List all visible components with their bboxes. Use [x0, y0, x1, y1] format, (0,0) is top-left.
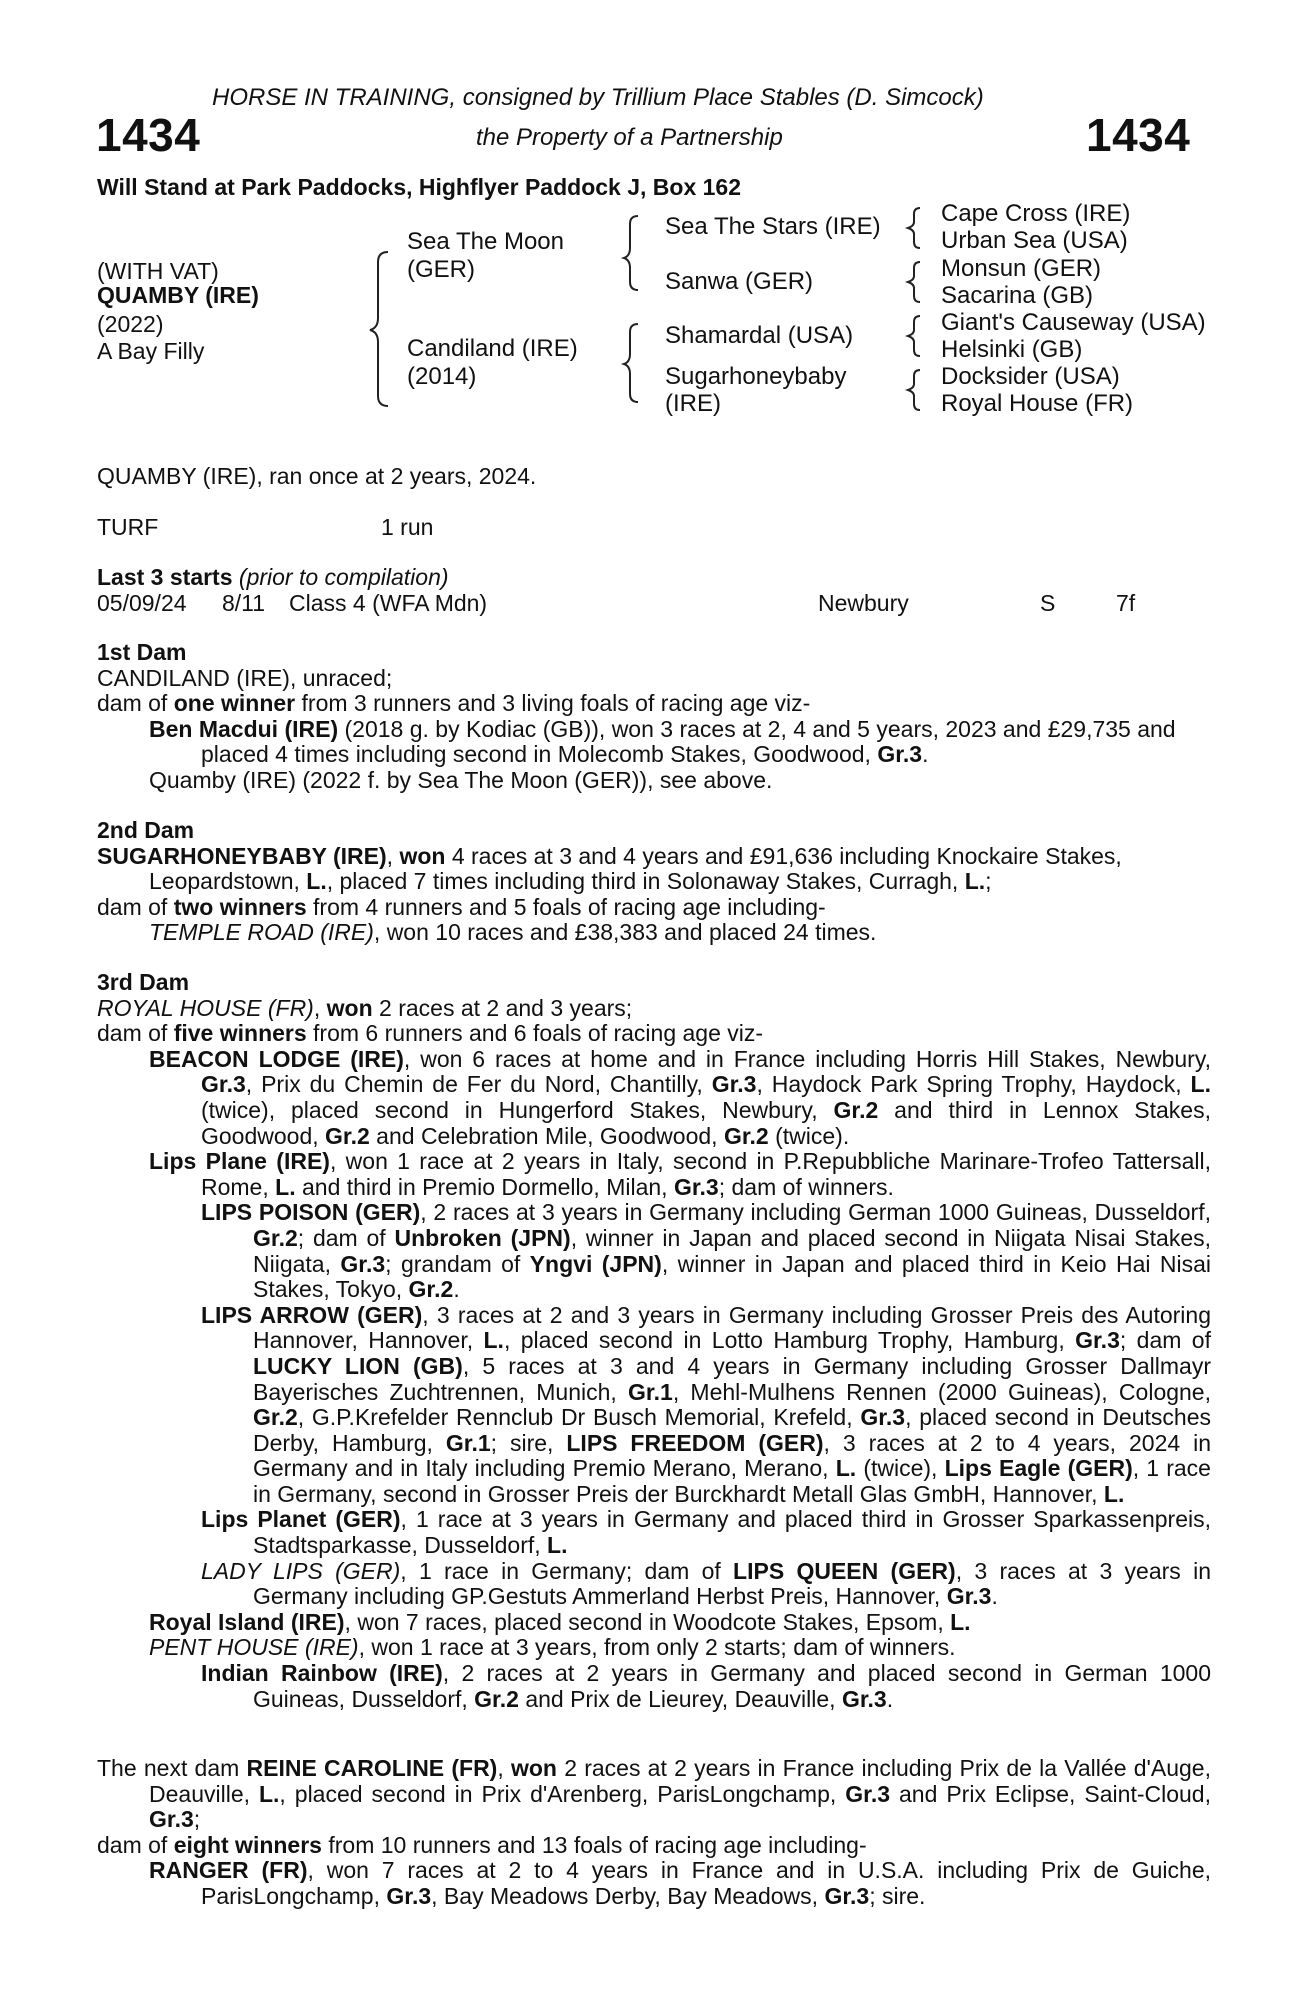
horse-year: (2022): [97, 311, 164, 337]
last-starts-title: Last 3 starts: [97, 564, 233, 590]
first-dam-section: [97, 640, 1207, 794]
pedigree-dam: Candiland (IRE): [407, 335, 578, 362]
second-dam-produce-line: dam of two winners from 4 runners and 5 foals of racing age including-: [97, 893, 826, 920]
consignor-line: HORSE IN TRAINING, consigned by Trillium Place Stables (D. Simcock): [212, 84, 984, 111]
third-dam-section: [97, 969, 1212, 1712]
turf-runs: 1 run: [381, 514, 434, 540]
pedigree-sire-sire: Sea The Stars (IRE): [665, 213, 881, 240]
horse-name: QUAMBY (IRE): [97, 282, 259, 308]
lot-number-left: 1434: [96, 109, 201, 161]
pedigree-dam-year: (2014): [407, 363, 477, 390]
pedigree-sdd: Sacarina (GB): [941, 282, 1094, 309]
start-distance: 7f: [1116, 590, 1136, 616]
produce-entry: Quamby (IRE) (2022 f. by Sea The Moon (GER)), see above.: [149, 766, 773, 793]
third-dam-heading: 3rd Dam: [97, 969, 190, 995]
first-dam-heading: 1st Dam: [97, 639, 187, 665]
start-position: 8/11: [222, 590, 266, 616]
second-dam-section: [97, 818, 1207, 946]
pedigree-sds: Monsun (GER): [941, 255, 1102, 282]
start-course: Newbury: [818, 590, 909, 616]
third-dam-produce-line: dam of five winners from 6 runners and 6 foals of racing age viz-: [97, 1020, 764, 1047]
produce-entry: BEACON LODGE (IRE), won 6 races at home and in France including Horris Hill Stakes, Newbury, Gr.3, Prix du Chemin de Fer du Nord, Chantilly, Gr.3, Haydock Park Spring Trophy, Haydock, L. (twice), placed second in Hungerford Stakes, Newbury, Gr.2 and third in Lennox Stakes, Goodwood, Gr.2 and Celebration Mile, Goodwood, Gr.2 (twice).: [149, 1045, 1212, 1149]
produce-entry: PENT HOUSE (IRE), won 1 race at 3 years, from only 2 starts; dam of winners.: [149, 1634, 956, 1661]
produce-entry: Royal Island (IRE), won 7 races, placed second in Woodcote Stakes, Epsom, L.: [149, 1608, 971, 1635]
first-dam-line: CANDILAND (IRE), unraced;: [97, 664, 393, 691]
first-dam-produce-line: dam of one winner from 3 runners and 3 living foals of racing age viz-: [97, 690, 811, 717]
pedigree-sss: Cape Cross (IRE): [941, 200, 1131, 227]
produce-entry: Indian Rainbow (IRE), 2 races at 2 years in Germany and placed second in German 1000 Guineas, Dusseldorf, Gr.2 and Prix de Lieurey, Deauville, Gr.3.: [201, 1660, 1211, 1712]
produce-entry: TEMPLE ROAD (IRE), won 10 races and £38,383 and placed 24 times.: [149, 919, 877, 946]
produce-entry: Ben Macdui (IRE) (2018 g. by Kodiac (GB)), won 3 races at 2, 4 and 5 years, 2023 and £29,735 and placed 4 times including second in Molecomb Stakes, Goodwood, Gr.3.: [149, 715, 1176, 768]
property-line: the Property of a Partnership: [476, 124, 783, 151]
next-dam-produce-line: dam of eight winners from 10 runners and 13 foals of racing age including-: [97, 1831, 867, 1858]
pedigree-dam-dam: Sugarhoneybaby: [665, 363, 847, 390]
produce-entry: LADY LIPS (GER), 1 race in Germany; dam of LIPS QUEEN (GER), 3 races at 3 years in Germany including GP.Gestuts Ammerland Herbst Preis, Hannover, Gr.3.: [201, 1557, 1211, 1610]
start-race: Class 4 (WFA Mdn): [289, 590, 488, 616]
pedigree-sire-dam: Sanwa (GER): [665, 268, 814, 295]
produce-entry: LIPS POISON (GER), 2 races at 3 years in Germany including German 1000 Guineas, Dusseldorf, Gr.2; dam of Unbroken (JPN), winner in Japan and placed second in Niigata Nisai Stakes, Niigata, Gr.3; grandam of Yngvi (JPN), winner in Japan and placed third in Keio Hai Nisai Stakes, Tokyo, Gr.2.: [201, 1199, 1212, 1303]
second-dam-heading: 2nd Dam: [97, 817, 195, 843]
lot-number-right: 1434: [1086, 109, 1191, 161]
vat-note: (WITH VAT): [97, 258, 219, 284]
pedigree-dam-dam-country: (IRE): [665, 390, 721, 417]
last-starts-note: (prior to compilation): [238, 564, 449, 590]
produce-entry: Lips Planet (GER), 1 race at 3 years in Germany and placed third in Grosser Sparkassenpreis, Stadtsparkasse, Dusseldorf, L.: [201, 1506, 1211, 1559]
pedigree-sire-country: (GER): [407, 256, 475, 283]
turf-label: TURF: [97, 514, 159, 540]
location-line: Will Stand at Park Paddocks, Highflyer Paddock J, Box 162: [97, 174, 741, 200]
pedigree-dsd: Helsinki (GB): [941, 336, 1083, 363]
produce-entry: RANGER (FR), won 7 races at 2 to 4 years in France and in U.S.A. including Prix de Guiche, ParisLongchamp, Gr.3, Bay Meadows Derby, Bay Meadows, Gr.3; sire.: [149, 1857, 1212, 1909]
last-starts-heading: [97, 564, 449, 591]
produce-entry: LIPS ARROW (GER), 3 races at 2 and 3 years in Germany including Grosser Preis des Autoring Hannover, Hannover, L., placed second in Lotto Hamburg Trophy, Hamburg, Gr.3; dam of LUCKY LION (GB), 5 races at 3 and 4 years in Germany including Grosser Dallmayr Bayerisches Zuchtrennen, Munich, Gr.1, Mehl-Mulhens Rennen (2000 Guineas), Cologne, Gr.2, G.P.Krefelder Rennclub Dr Busch Memorial, Krefeld, Gr.3, placed second in Deutsches Derby, Hamburg, Gr.1; sire, LIPS FREEDOM (GER), 3 races at 2 to 4 years, 2024 in Germany and in Italy including Premio Merano, Merano, L. (twice), Lips Eagle (GER), 1 race in Germany, second in Grosser Preis der Burckhardt Metall Glas GmbH, Hannover, L.: [201, 1301, 1212, 1507]
next-dam-section: [97, 1755, 1212, 1910]
start-going: S: [1040, 590, 1056, 616]
second-dam-line: SUGARHONEYBABY (IRE), won 4 races at 3 and 4 years and £91,636 including Knockaire Stakes, Leopardstown, L., placed 7 times including third in Solonaway Stakes, Curragh, L.;: [97, 842, 1122, 895]
start-date: 05/09/24: [97, 590, 187, 616]
pedigree-sire: Sea The Moon: [407, 228, 564, 255]
horse-description: A Bay Filly: [97, 338, 205, 364]
pedigree-ssd: Urban Sea (USA): [941, 227, 1128, 254]
pedigree-dds: Docksider (USA): [941, 363, 1120, 390]
pedigree-ddd: Royal House (FR): [941, 390, 1134, 417]
next-dam-line: The next dam REINE CAROLINE (FR), won 2 races at 2 years in France including Prix de la Vallée d'Auge, Deauville, L., placed second in Prix d'Arenberg, ParisLongchamp, Gr.3 and Prix Eclipse, Saint-Cloud, Gr.3;: [97, 1755, 1211, 1833]
race-summary: QUAMBY (IRE), ran once at 2 years, 2024.: [97, 463, 537, 489]
produce-entry: Lips Plane (IRE), won 1 race at 2 years in Italy, second in P.Repubbliche Marinare-Trofeo Tattersall, Rome, L. and third in Premio Dormello, Milan, Gr.3; dam of winners.: [149, 1148, 1211, 1200]
pedigree-dss: Giant's Causeway (USA): [941, 309, 1206, 336]
third-dam-line: ROYAL HOUSE (FR), won 2 races at 2 and 3 years;: [97, 994, 633, 1021]
pedigree-dam-sire: Shamardal (USA): [665, 322, 854, 349]
